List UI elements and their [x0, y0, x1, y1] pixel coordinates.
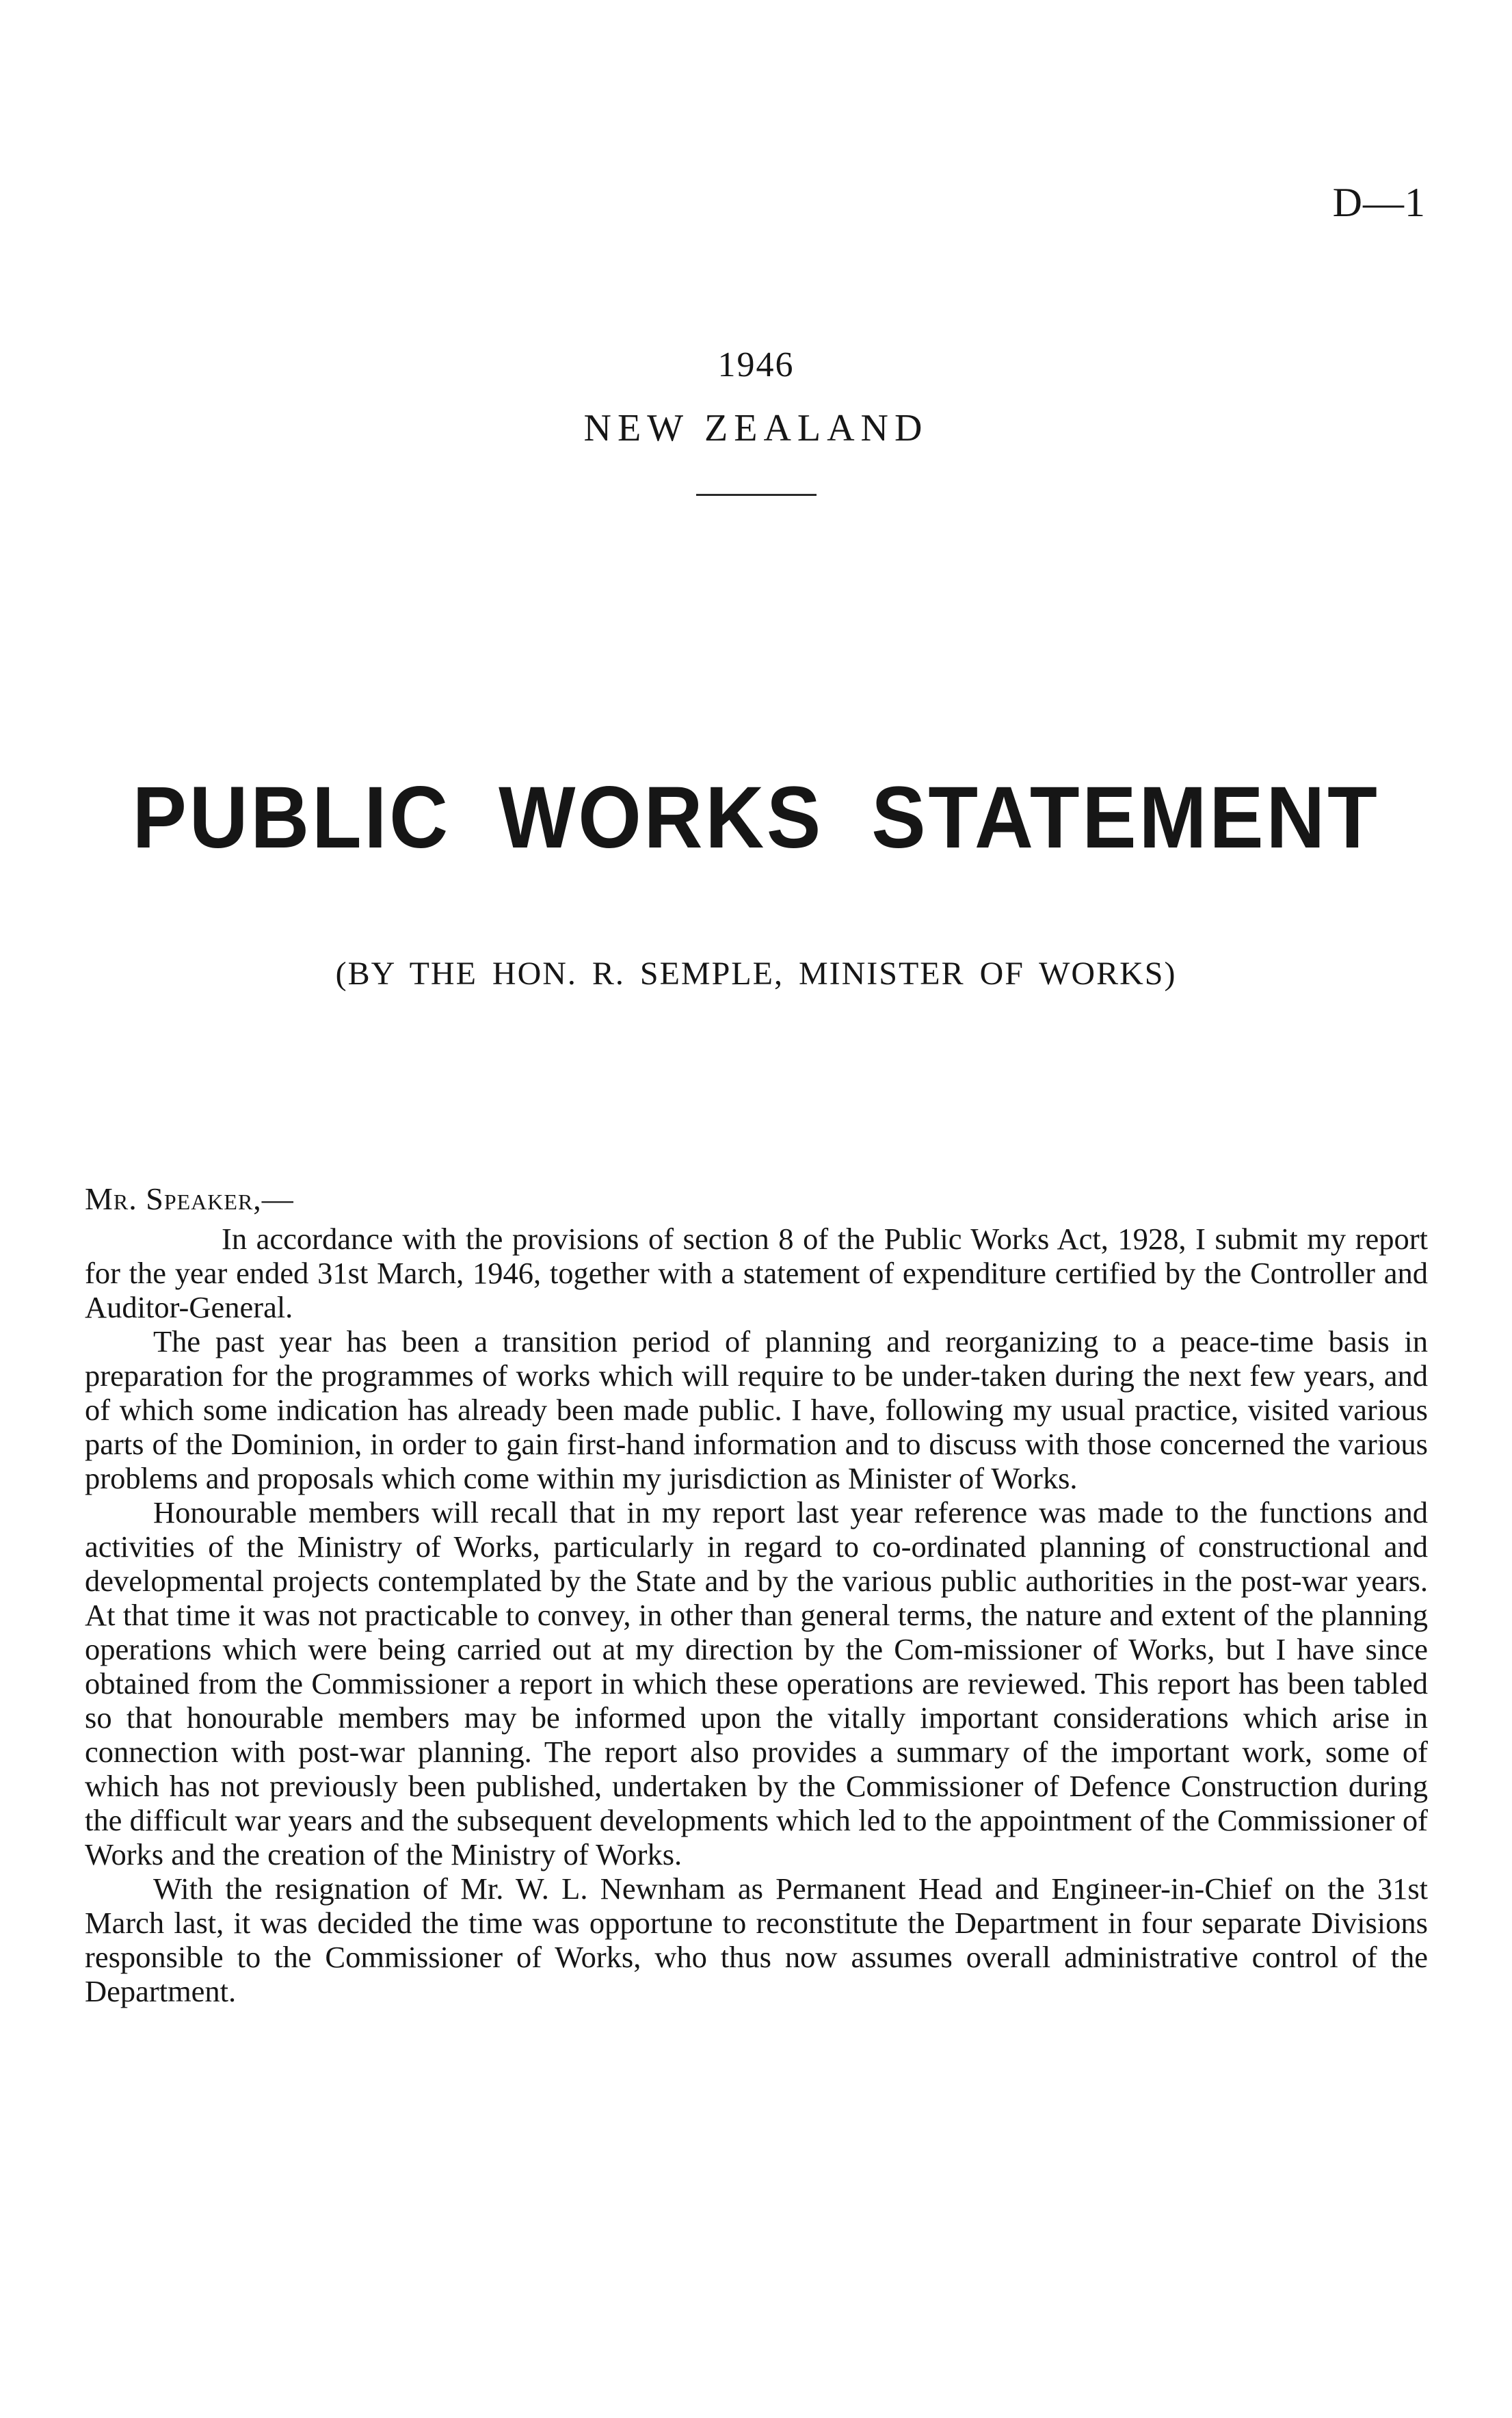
document-year: 1946: [717, 345, 795, 384]
paragraph: Honourable members will recall that in my report last year reference was made to the functions and activities of the Ministry of Works, particularly in regard to co-ordinated planning of constructional and developmental projects contemplated by the State and by the various public authorities in the post-war years. At that time it was not practicable to convey, in other than general terms, the nature and extent of the planning operations which were being carried out at my direction by the Com-missioner of Works, but I have since obtained from the Commissioner a report in which these operations are reviewed. This report has been tabled so that honourable members may be informed upon the vitally important considerations which arise in connection with post-war planning. The report also provides a summary of the important work, some of which has not previously been published, undertaken by the Commissioner of Defence Construction during the difficult war years and the subsequent developments which led to the appointment of the Commissioner of Works and the creation of the Ministry of Works.: [85, 1495, 1428, 1871]
paragraph: The past year has been a transition period of planning and reorganizing to a peace-time basis in preparation for the programmes of works which will require to be under-taken during the next few years, and of which some indication has already been made public. I have, following my usual practice, visited various parts of the Dominion, in order to gain first-hand information and to discuss with those concerned the various problems and proposals which come within my jurisdiction as Minister of Works.: [85, 1324, 1428, 1495]
country-heading: NEW ZEALAND: [583, 407, 929, 449]
document-title: PUBLIC WORKS STATEMENT: [132, 769, 1380, 867]
body-text: [85, 1222, 1428, 2008]
heading-divider: [696, 494, 817, 496]
salutation: Mr. Speaker,—: [85, 1181, 294, 1216]
paragraph: With the resignation of Mr. W. L. Newnham as Permanent Head and Engineer-in-Chief on the 31st March last, it was decided the time was opportune to reconstitute the Department in four separate Divisions responsible to the Commissioner of Works, who thus now assumes overall administrative control of the Department.: [85, 1871, 1428, 2008]
document-byline: (BY THE HON. R. SEMPLE, MINISTER OF WORKS): [335, 956, 1177, 992]
paragraph: In accordance with the provisions of section 8 of the Public Works Act, 1928, I submit my report for the year ended 31st March, 1946, together with a statement of expenditure certified by the Controller and Auditor-General.: [85, 1222, 1428, 1324]
document-code: D—1: [1332, 180, 1426, 225]
